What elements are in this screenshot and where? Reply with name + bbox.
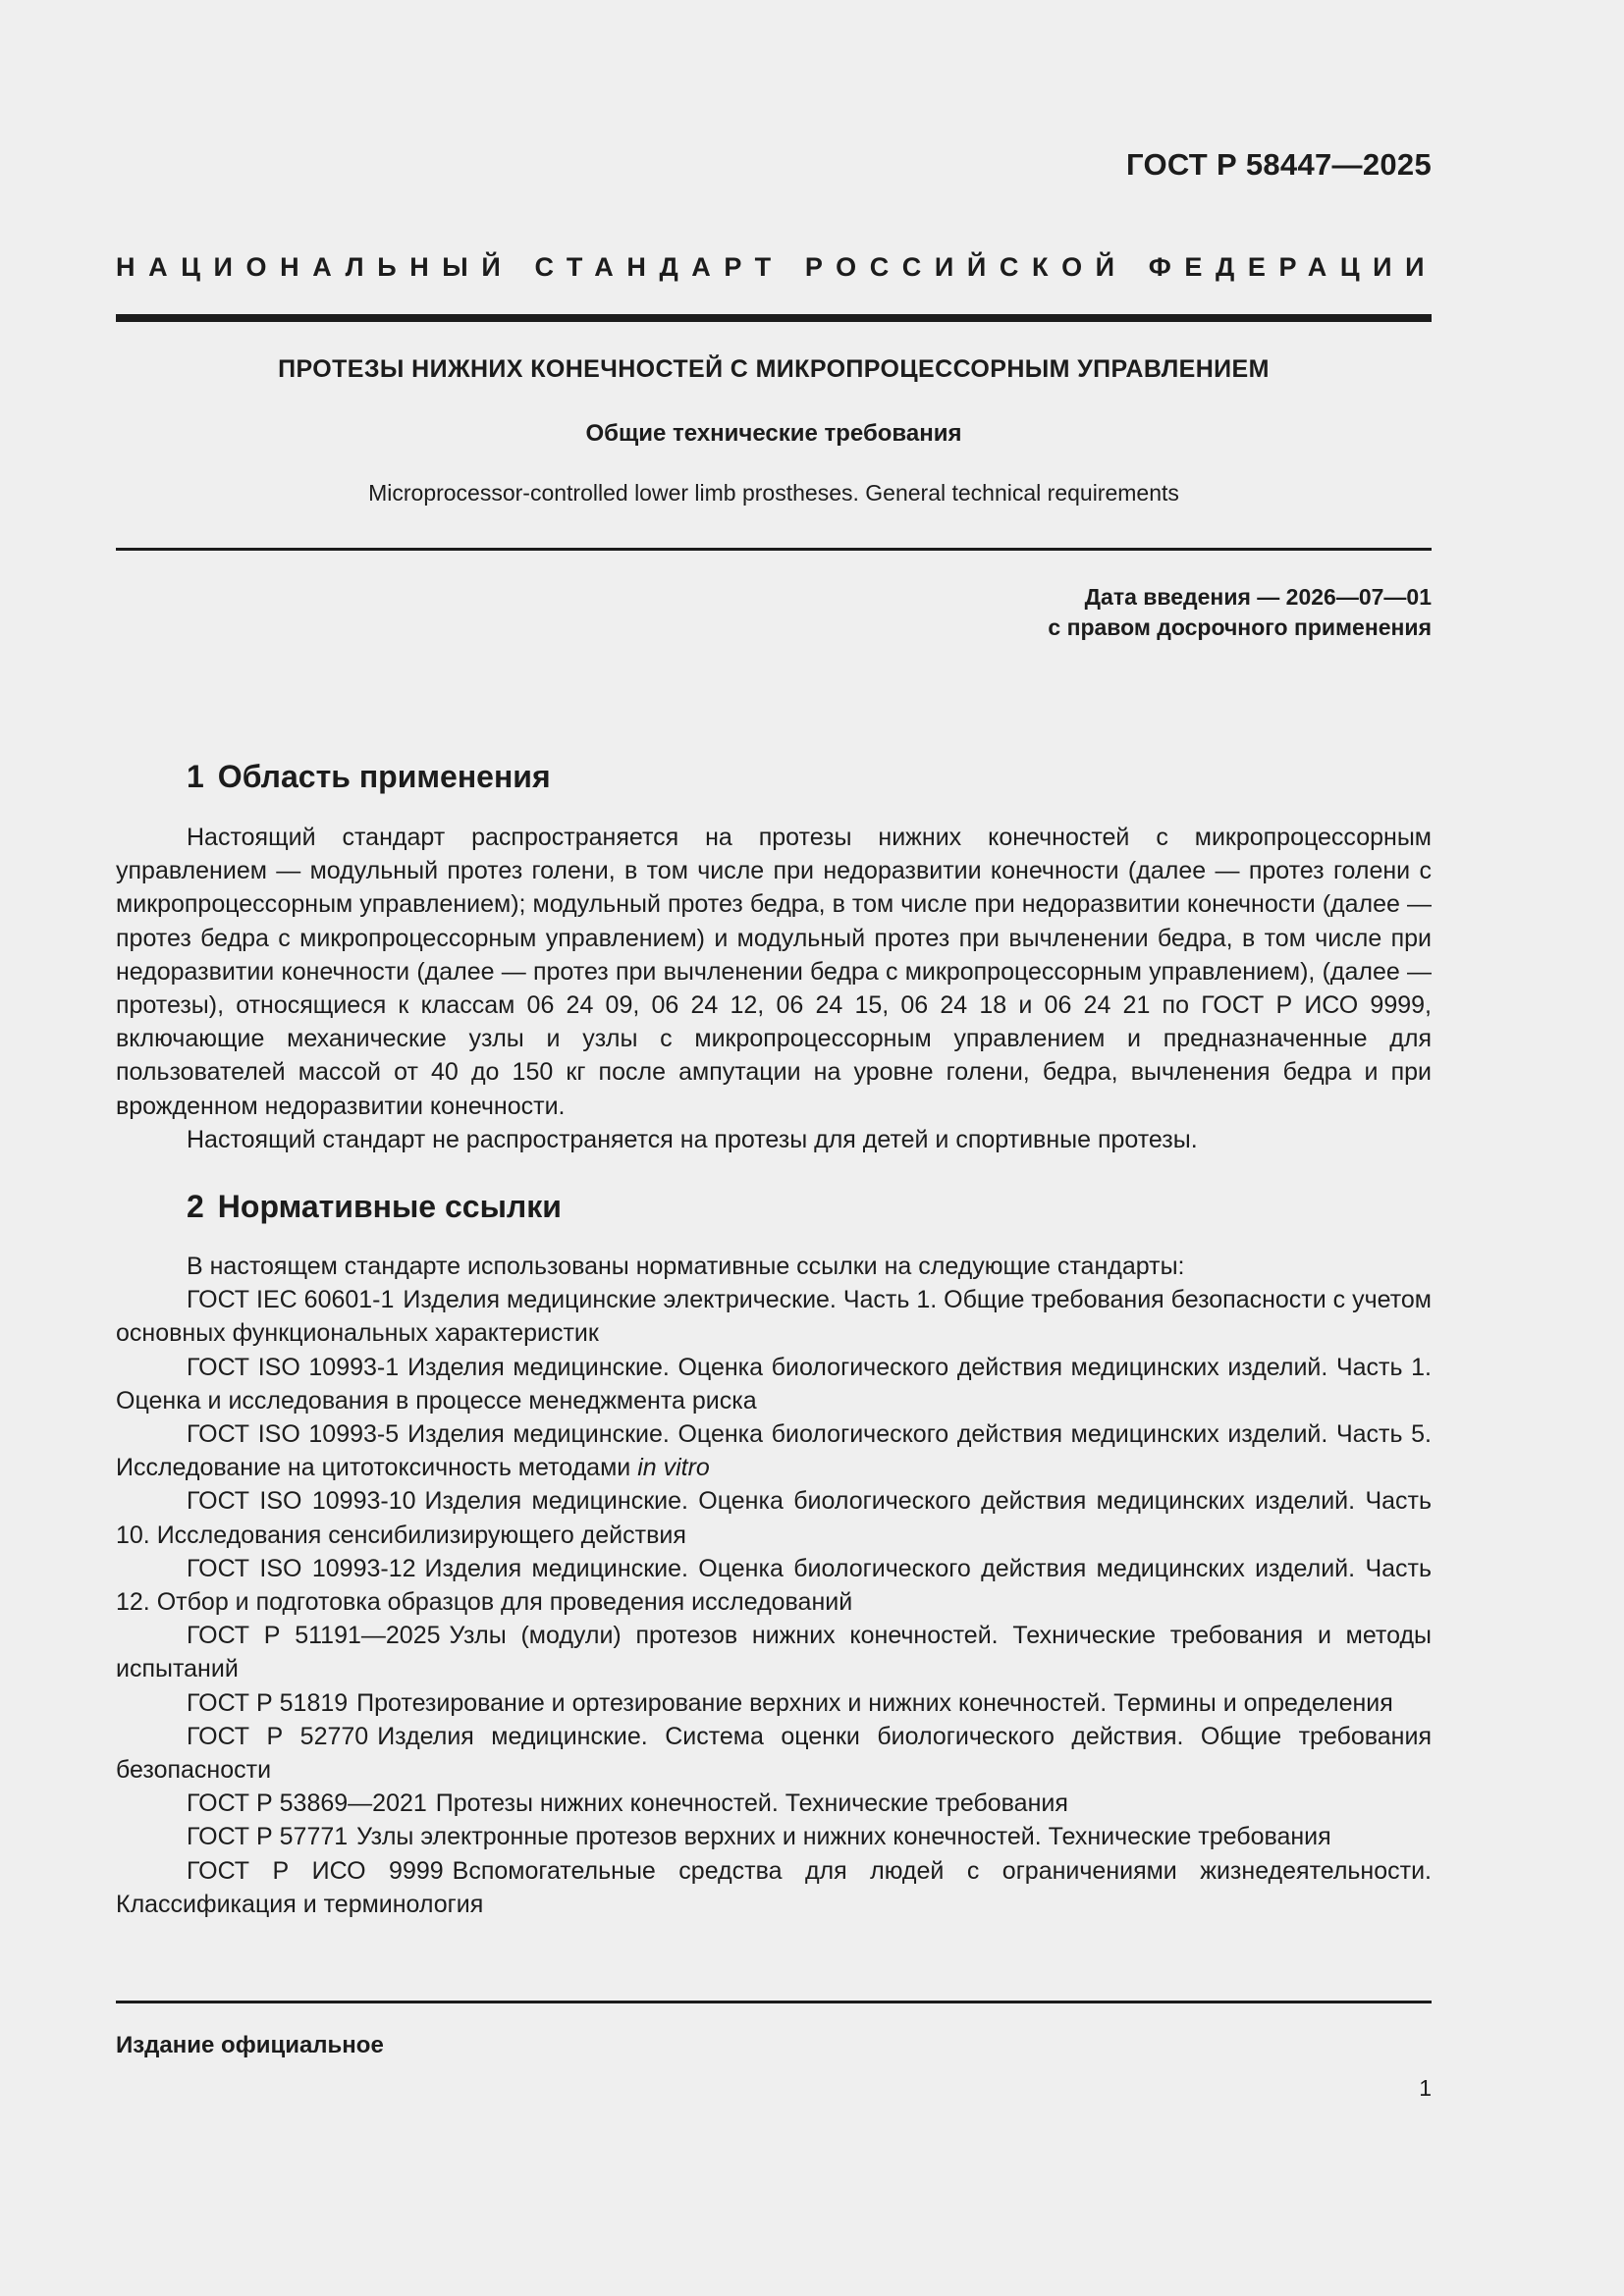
reference-title: Изделия медицинские. Система оценки биологического действия. Общие требования безопасности [116, 1722, 1432, 1785]
reference-code: ГОСТ Р 53869—2021 [187, 1789, 427, 1818]
page-number: 1 [1419, 2075, 1432, 2101]
reference-title: Изделия медицинские электрические. Часть 1. Общие требования безопасности с учетом основных функциональных характеристик [116, 1286, 1432, 1348]
national-standard-banner: НАЦИОНАЛЬНЫЙ СТАНДАРТ РОССИЙСКОЙ ФЕДЕРАЦИИ [116, 252, 1438, 282]
reference-code: ГОСТ Р 52770 [187, 1722, 369, 1750]
section-1-body [116, 821, 1432, 1156]
normative-reference [116, 1283, 1432, 1350]
section-2-heading [187, 1189, 562, 1225]
normative-reference [116, 1484, 1432, 1551]
reference-code: ГОСТ Р 51819 [187, 1688, 349, 1717]
title-divider [116, 548, 1432, 551]
normative-reference [116, 1820, 1432, 1853]
section-2-body [116, 1250, 1432, 1921]
section-1-title: Область применения [217, 759, 551, 794]
normative-reference [116, 1619, 1432, 1685]
reference-code: ГОСТ Р ИСО 9999 [187, 1856, 444, 1885]
introduction-date-block [1048, 582, 1432, 643]
reference-title: Изделия медицинские. Оценка биологического действия медицинских изделий. Часть 1. Оценка и исследования в процессе менеджмента риска [116, 1353, 1432, 1415]
section-1-heading [187, 759, 551, 795]
normative-reference [116, 1720, 1432, 1787]
section-1-paragraph: Настоящий стандарт распространяется на протезы нижних конечностей с микропроцессорным управлением — модульный протез голени, в том числе при недоразвитии конечности (далее — протез голени с микропроцессорным управлением); модульный протез бедра, в том числе при недоразвитии конечности (далее — протез бедра с микропроцессорным управлением) и модульный протез при вычленении бедра, в том числе при недоразвитии конечности (далее — протез при вычленении бедра с микропроцессорным управлением), (далее — протезы), относящиеся к классам 06 24 09, 06 24 12, 06 24 15, 06 24 18 и 06 24 21 по ГОСТ Р ИСО 9999, включающие механические узлы и узлы с микропроцессорным управлением и предназначенные для пользователей массой от 40 до 150 кг после ампутации на уровне голени, бедра, вычленения бедра и при врожденном недоразвитии конечности. [116, 824, 1432, 1120]
section-1-number: 1 [187, 759, 204, 794]
normative-reference [116, 1351, 1432, 1417]
normative-reference [116, 1854, 1432, 1921]
reference-title: Вспомогательные средства для людей с ограничениями жизнедеятельности. Классификация и терминология [116, 1856, 1432, 1918]
normative-reference [116, 1787, 1432, 1820]
normative-reference [116, 1417, 1432, 1484]
reference-title: Узлы (модули) протезов нижних конечностей. Технические требования и методы испытаний [116, 1622, 1432, 1683]
standard-title-english: Microprocessor-controlled lower limb prostheses. General technical requirements [368, 480, 1179, 506]
official-edition-label: Издание официальное [116, 2032, 384, 2058]
reference-title: Изделия медицинские. Оценка биологического действия медицинских изделий. Часть 12. Отбор и подготовка образцов для проведения исследований [116, 1554, 1432, 1617]
document-number: ГОСТ Р 58447—2025 [1126, 147, 1432, 182]
normative-reference [116, 1552, 1432, 1619]
standard-title: ПРОТЕЗЫ НИЖНИХ КОНЕЧНОСТЕЙ С МИКРОПРОЦЕССОРНЫМ УПРАВЛЕНИЕМ [278, 355, 1270, 383]
section-2-intro: В настоящем стандарте использованы нормативные ссылки на следующие стандарты: [187, 1253, 1185, 1280]
reference-title: Протезы нижних конечностей. Технические требования [435, 1789, 1068, 1818]
reference-code: ГОСТ IEC 60601-1 [187, 1286, 395, 1314]
header-divider-thick [116, 314, 1432, 322]
reference-code: ГОСТ Р 57771 [187, 1823, 349, 1851]
reference-code: ГОСТ Р 51191—2025 [187, 1622, 441, 1650]
reference-title: Протезирование и ортезирование верхних и нижних конечностей. Термины и определения [356, 1688, 1393, 1717]
document-page [116, 0, 1438, 2296]
section-2-title: Нормативные ссылки [217, 1189, 562, 1224]
reference-title: Изделия медицинские. Оценка биологического действия медицинских изделий. Часть 5. Исследование на цитотоксичность методами [116, 1420, 1432, 1482]
reference-code: ГОСТ ISO 10993-1 [187, 1353, 400, 1381]
early-application-note: с правом досрочного применения [1048, 614, 1432, 640]
reference-title-italic: in vitro [637, 1454, 710, 1482]
reference-title: Узлы электронные протезов верхних и нижних конечностей. Технические требования [356, 1823, 1331, 1851]
reference-code: ГОСТ ISO 10993-5 [187, 1420, 400, 1449]
introduction-date: Дата введения — 2026—07—01 [1084, 584, 1432, 610]
standard-subtitle: Общие технические требования [585, 420, 962, 447]
footer-divider [116, 2001, 1432, 2003]
reference-code: ГОСТ ISO 10993-12 [187, 1554, 416, 1582]
reference-title: Изделия медицинские. Оценка биологического действия медицинских изделий. Часть 10. Исследования сенсибилизирующего действия [116, 1487, 1432, 1549]
section-2-number: 2 [187, 1189, 204, 1224]
reference-code: ГОСТ ISO 10993-10 [187, 1487, 416, 1516]
section-1-paragraph: Настоящий стандарт не распространяется на протезы для детей и спортивные протезы. [187, 1125, 1198, 1153]
normative-reference [116, 1686, 1432, 1720]
